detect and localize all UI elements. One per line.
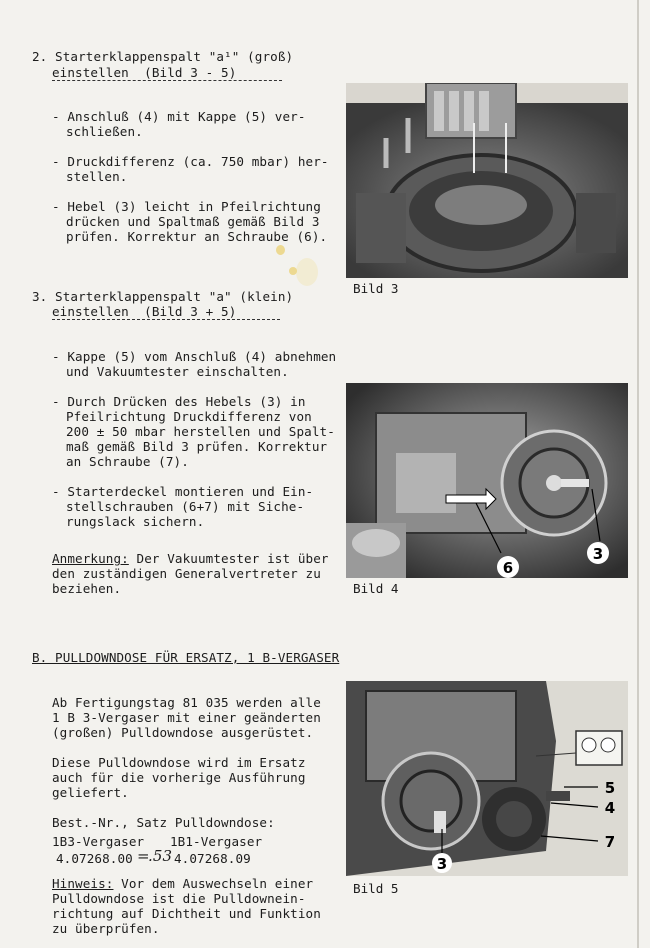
sec3-bullet2-line1: - Durch Drücken des Hebels (3) in — [52, 394, 306, 409]
stain — [276, 245, 285, 255]
callout-7: 7 — [604, 833, 616, 851]
secB-p1-line3: (großen) Pulldowndose ausgerüstet. — [52, 725, 314, 740]
callout-3: 3 — [592, 545, 604, 563]
sec3-note-line3: beziehen. — [52, 581, 122, 596]
sec2-bullet2-line2: stellen. — [66, 169, 128, 184]
sec2-bullet1-line2: schließen. — [66, 124, 143, 139]
sec3-bullet2-line4: maß gemäß Bild 3 prüfen. Korrektur — [66, 439, 328, 454]
sec2-bullet1-line1: - Anschluß (4) mit Kappe (5) ver- — [52, 109, 306, 124]
carburetor-pulldown-photo — [346, 681, 628, 876]
sec3-bullet1-line2: und Vakuumtester einschalten. — [66, 364, 289, 379]
secB-p2-line2: auch für die vorherige Ausführung — [52, 770, 306, 785]
secB-p1-line1: Ab Fertigungstag 81 035 werden alle — [52, 695, 321, 710]
sec3-bullet3-line2: stellschrauben (6+7) mit Siche- — [66, 499, 305, 514]
hint-line1 — [52, 876, 313, 891]
caption-bild4: Bild 4 — [353, 581, 399, 596]
secB-heading — [32, 650, 339, 665]
sec3-bullet2-line2: Pfeilrichtung Druckdifferenz von — [66, 409, 312, 424]
hint-line4: zu überprüfen. — [52, 921, 160, 936]
photo-bild3 — [346, 83, 628, 278]
parts-col2-head: 1B1-Vergaser — [170, 834, 263, 849]
parts-title: Best.-Nr., Satz Pulldowndose: — [52, 815, 275, 830]
secB-p1-line2: 1 B 3-Vergaser mit einer geänderten — [52, 710, 321, 725]
callout-3b: 3 — [436, 855, 448, 873]
sec2-bullet2-line1: - Druckdifferenz (ca. 750 mbar) her- — [52, 154, 329, 169]
secB-p2-line1: Diese Pulldowndose wird im Ersatz — [52, 755, 306, 770]
sec2-bullet3-line2: drücken und Spaltmaß gemäß Bild 3 — [66, 214, 320, 229]
sec3-bullet2-line5: an Schraube (7). — [66, 454, 189, 469]
sec3-note-line2: den zuständigen Generalvertreter zu — [52, 566, 321, 581]
note-label: Anmerkung: — [52, 551, 129, 566]
hand-equals: = — [137, 847, 150, 865]
secB-heading-text: B. PULLDOWNDOSE FÜR ERSATZ, 1 B-VERGASER — [32, 650, 340, 665]
sec2-heading-line1: 2. Starterklappenspalt "a¹" (groß) — [32, 49, 294, 64]
carburetor-top-photo — [346, 83, 628, 278]
callout-4: 4 — [604, 799, 616, 817]
sec3-note-line1 — [52, 551, 329, 566]
sec3-bullet3-line3: rungslack sichern. — [66, 514, 205, 529]
sec3-heading-line1: 3. Starterklappenspalt "a" (klein) — [32, 289, 294, 304]
caption-bild5: Bild 5 — [353, 881, 399, 896]
sec3-bullet2-line3: 200 ± 50 mbar herstellen und Spalt- — [66, 424, 335, 439]
callout-6: 6 — [502, 559, 514, 577]
hint-text: Vor dem Auswechseln einer — [113, 876, 314, 891]
callout-5: 5 — [604, 779, 616, 797]
photo-bild5 — [346, 681, 628, 876]
hand-annotation: .53 — [148, 847, 173, 865]
page-edge — [637, 0, 639, 948]
carburetor-side-photo — [346, 383, 628, 578]
sec3-heading-line2 — [52, 304, 280, 320]
photo-bild4 — [346, 383, 628, 578]
sec3-bullet1-line1: - Kappe (5) vom Anschluß (4) abnehmen — [52, 349, 337, 364]
secB-p2-line3: geliefert. — [52, 785, 129, 800]
hint-line3: richtung auf Dichtheit und Funktion — [52, 906, 321, 921]
parts-col1-head: 1B3-Vergaser — [52, 834, 145, 849]
note-text: Der Vakuumtester ist über — [128, 551, 329, 566]
sec2-bullet3-line3: prüfen. Korrektur an Schraube (6). — [66, 229, 328, 244]
sec3-heading-line2-text: einstellen (Bild 3 + 5) — [52, 304, 280, 320]
parts-col2-value: 4.07268.09 — [174, 851, 251, 866]
sec2-heading-line2-text: einstellen (Bild 3 - 5) — [52, 65, 282, 81]
sec2-heading-line2 — [52, 65, 282, 81]
caption-bild3: Bild 3 — [353, 281, 399, 296]
parts-col1-value: 4.07268.00 — [56, 851, 133, 866]
hint-line2: Pulldowndose ist die Pulldownein- — [52, 891, 306, 906]
sec2-bullet3-line1: - Hebel (3) leicht in Pfeilrichtung — [52, 199, 321, 214]
hint-label: Hinweis: — [52, 876, 114, 891]
sec3-bullet3-line1: - Starterdeckel montieren und Ein- — [52, 484, 314, 499]
stain — [296, 258, 318, 286]
